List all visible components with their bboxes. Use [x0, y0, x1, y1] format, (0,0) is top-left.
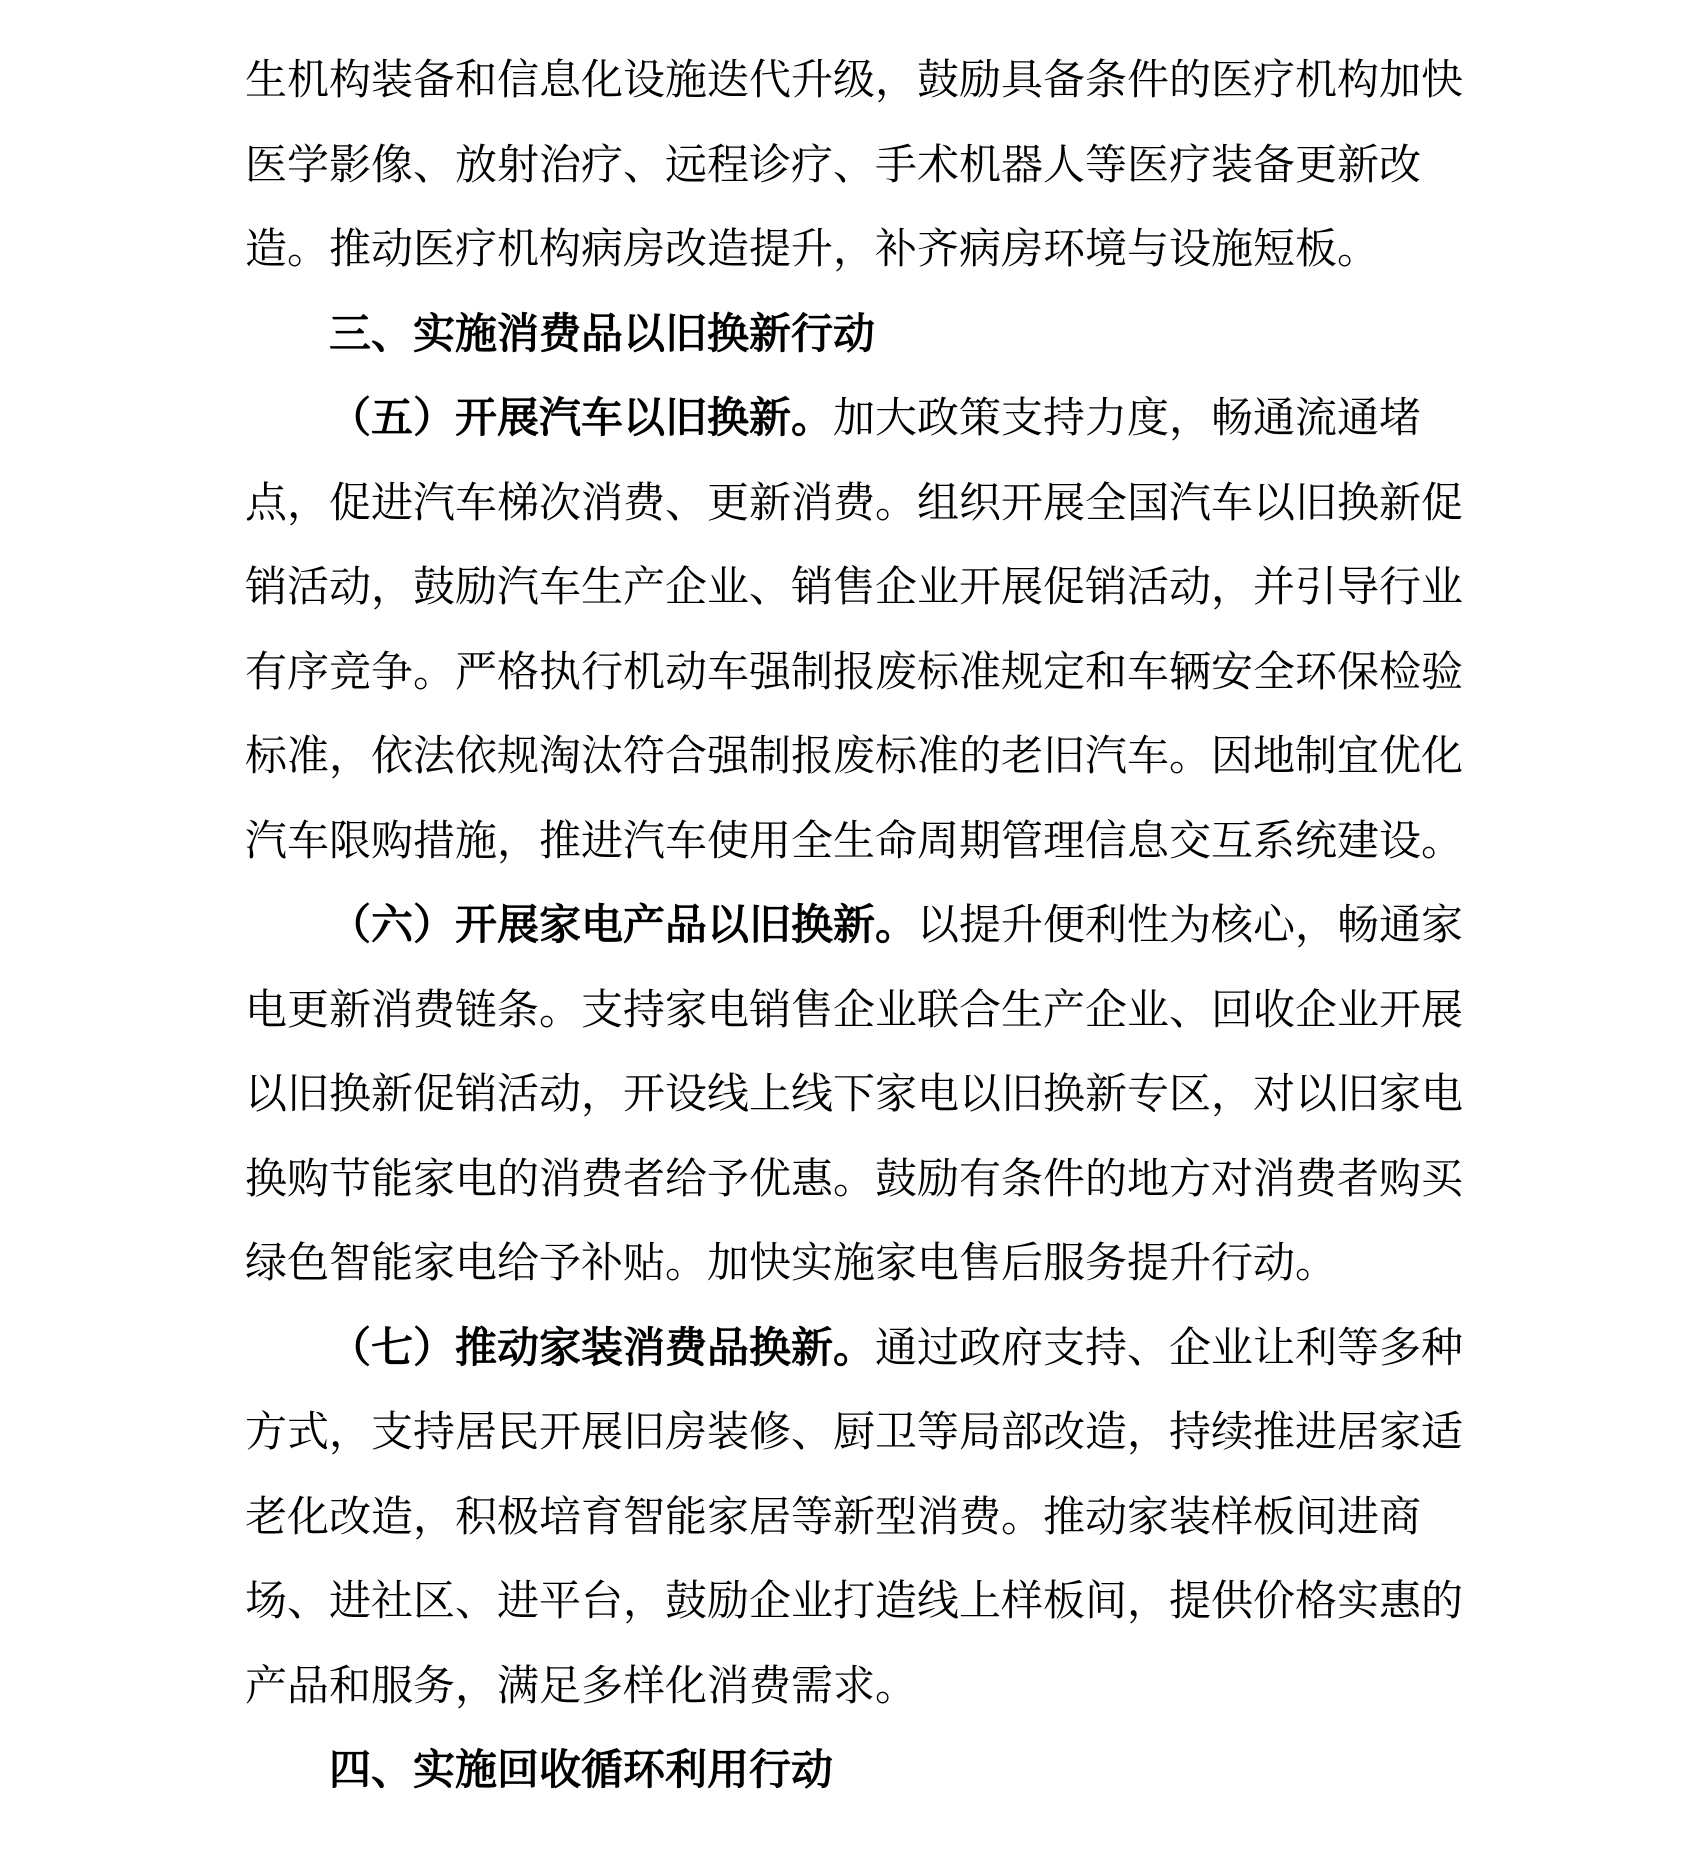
text-line: [245, 969, 1464, 1054]
text-line: [245, 124, 1460, 209]
body-text: 医学影像、放射治疗、远程诊疗、手术机器人等医疗装备更新改: [245, 142, 1422, 189]
paragraph-lead: （五）开展汽车以旧换新。: [329, 396, 834, 442]
text-line: [245, 884, 1464, 969]
text-line: [245, 377, 1460, 462]
text-line: [245, 546, 1464, 631]
text-line: [245, 1476, 1460, 1561]
text-line: [245, 39, 1464, 124]
text-line: [245, 1222, 1460, 1307]
body-text: 汽车限购措施，推进汽车使用全生命周期管理信息交互系统建设。: [245, 818, 1464, 865]
text-line: [245, 1729, 1460, 1814]
text-line: [245, 1391, 1464, 1476]
section-heading: 三、实施消费品以旧换新行动: [329, 311, 876, 358]
text-line: [245, 462, 1464, 547]
body-text: 以旧换新促销活动，开设线上线下家电以旧换新专区，对以旧家电: [245, 1072, 1464, 1118]
paragraph-lead: （六）开展家电产品以旧换新。: [329, 903, 918, 949]
body-text: 以提升便利性为核心，畅通家: [917, 903, 1464, 949]
document-text-block: [245, 39, 1464, 1814]
body-text: 产品和服务，满足多样化消费需求。: [245, 1663, 918, 1710]
body-text: 通过政府支持、企业让利等多种: [875, 1325, 1464, 1372]
body-text: 标准，依法依规淘汰符合强制报废标准的老旧汽车。因地制宜优化: [245, 734, 1464, 780]
body-text: 生机构装备和信息化设施迭代升级，鼓励具备条件的医疗机构加快: [245, 58, 1464, 104]
text-line: [245, 1307, 1464, 1392]
body-text: 换购节能家电的消费者给予优惠。鼓励有条件的地方对消费者购买: [245, 1156, 1464, 1203]
text-line: [245, 1053, 1464, 1138]
body-text: 电更新消费链条。支持家电销售企业联合生产企业、回收企业开展: [245, 987, 1464, 1034]
body-text: 有序竞争。严格执行机动车强制报废标准规定和车辆安全环保检验: [245, 649, 1464, 696]
text-line: [245, 208, 1460, 293]
text-line: [245, 800, 1464, 885]
body-text: 点，促进汽车梯次消费、更新消费。组织开展全国汽车以旧换新促: [245, 480, 1464, 527]
section-heading: 四、实施回收循环利用行动: [329, 1748, 834, 1794]
text-line: [245, 715, 1464, 800]
body-text: 加大政策支持力度，畅通流通堵: [833, 396, 1422, 442]
body-text: 销活动，鼓励汽车生产企业、销售企业开展促销活动，并引导行业: [245, 565, 1464, 611]
text-line: [245, 1138, 1464, 1223]
body-text: 绿色智能家电给予补贴。加快实施家电售后服务提升行动。: [245, 1241, 1338, 1287]
text-line: [245, 631, 1464, 716]
body-text: 造。推动医疗机构病房改造提升，补齐病房环境与设施短板。: [245, 227, 1380, 273]
text-line: [245, 293, 1460, 378]
body-text: 方式，支持居民开展旧房装修、厨卫等局部改造，持续推进居家适: [245, 1410, 1464, 1456]
text-line: [245, 1560, 1464, 1645]
text-line: [245, 1645, 1460, 1730]
body-text: 老化改造，积极培育智能家居等新型消费。推动家装样板间进商: [245, 1494, 1422, 1541]
paragraph-lead: （七）推动家装消费品换新。: [329, 1325, 876, 1372]
body-text: 场、进社区、进平台，鼓励企业打造线上样板间，提供价格实惠的: [245, 1579, 1464, 1625]
